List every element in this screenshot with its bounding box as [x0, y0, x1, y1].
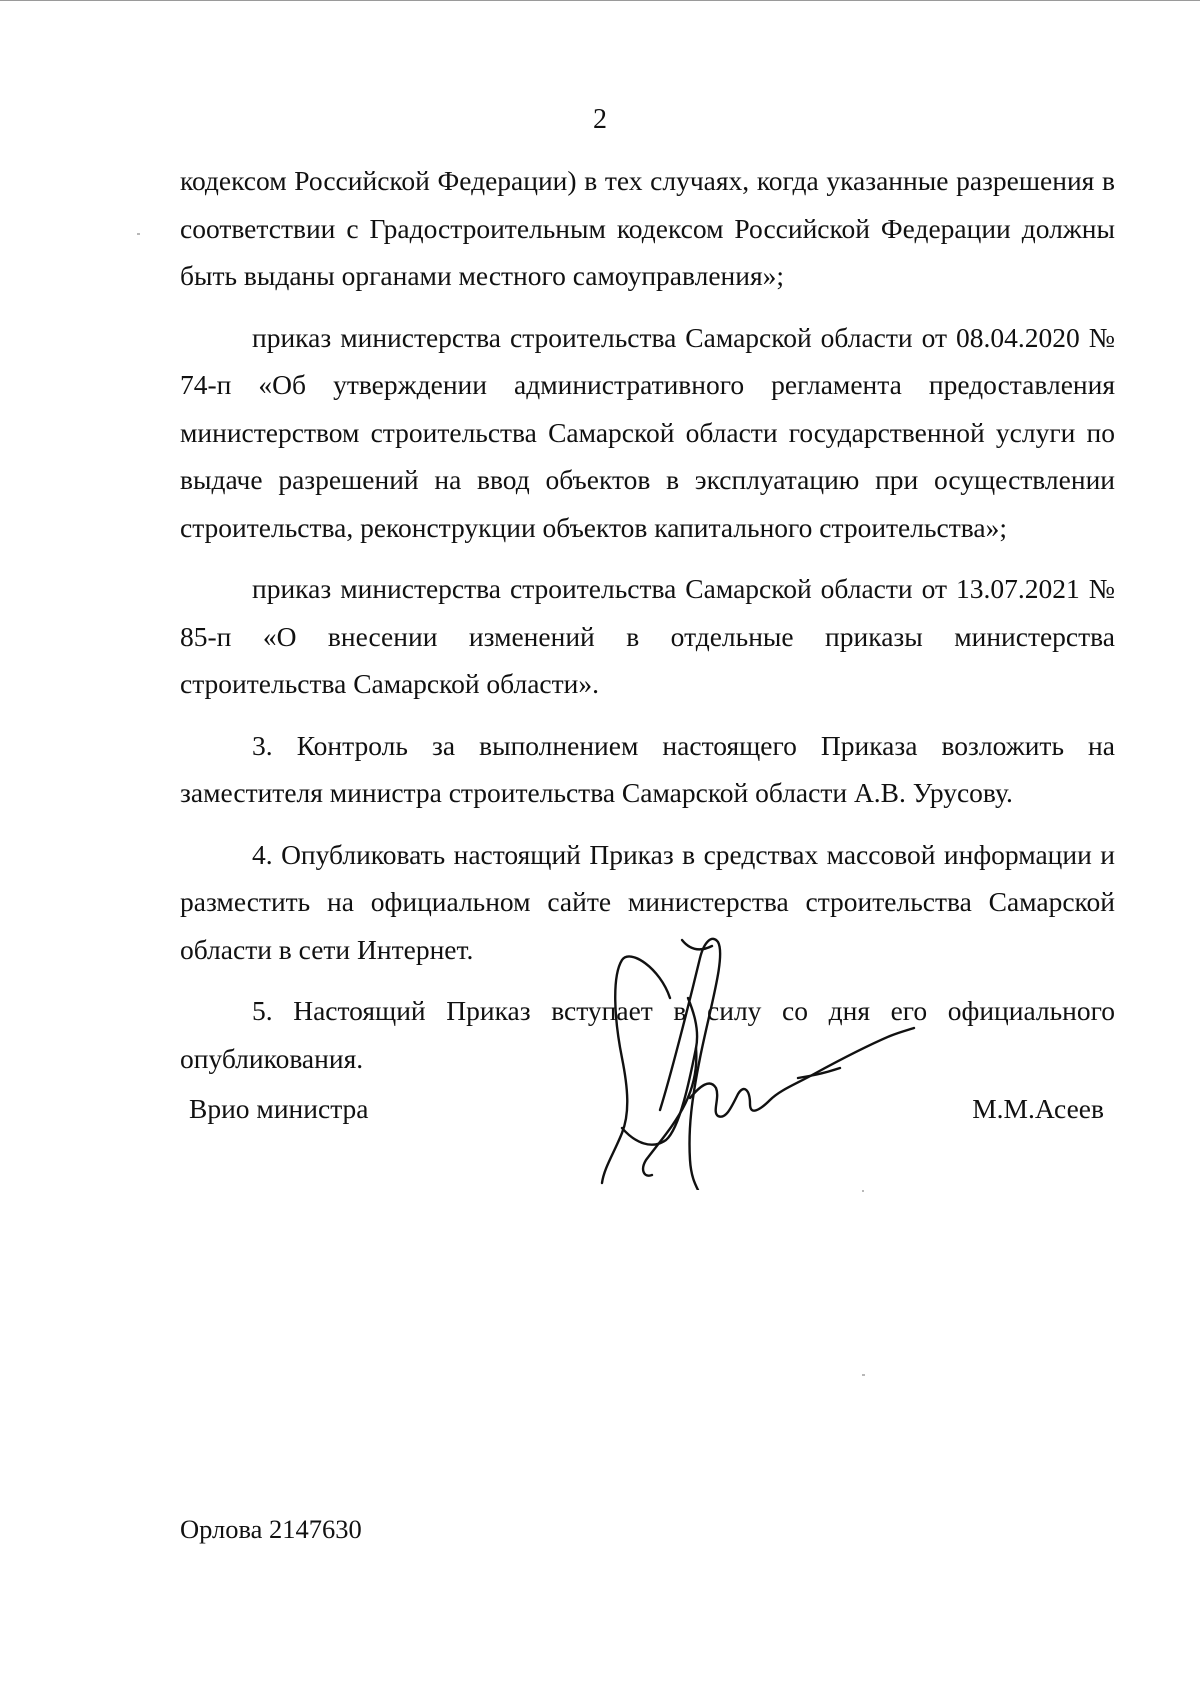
scan-top-edge: [0, 0, 1200, 1]
paragraph-item-3-control: 3. Контроль за выполнением настоящего Приказа возложить на заместителя министра строительства Самарской области А.В. Урусову.: [180, 729, 1115, 808]
signer-position: Врио министра: [189, 1093, 369, 1124]
signature-block: [0, 1093, 1200, 1133]
executor-note: Орлова 2147630: [180, 1514, 362, 1544]
scan-speck: [862, 1374, 865, 1376]
paragraph-continuation: кодексом Российской Федерации) в тех случаях, когда указанные разрешения в соответствии с Градостроительным кодексом Российской Федерации должны быть выданы органами местного самоуправления»;: [180, 165, 1115, 291]
paragraph-item-5-effect: 5. Настоящий Приказ вступает в силу со дня его официального опубликования.: [180, 995, 1115, 1074]
scan-speck: [137, 233, 140, 235]
paragraph-order-85p: приказ министерства строительства Самарской области от 13.07.2021 № 85-п «О внесении изменений в отдельные приказы министерства строительства Самарской области».: [180, 573, 1115, 699]
signer-name: М.М.Асеев: [972, 1093, 1104, 1124]
paragraph-item-4-publish: 4. Опубликовать настоящий Приказ в средствах массовой информации и разместить на официальном сайте министерства строительства Самарской области в сети Интернет.: [180, 838, 1115, 965]
scan-speck: [862, 1190, 864, 1192]
page-number: 2: [593, 104, 607, 135]
handwritten-signature: [600, 928, 920, 1190]
paragraph-order-74p: приказ министерства строительства Самарской области от 08.04.2020 № 74-п «Об утверждении административного регламента предоставления министерством строительства Самарской области государственной услуги по выдаче разрешений на ввод объектов в эксплуатацию при осуществлении строительства, реконструкции объектов капитального строительства»;: [180, 321, 1115, 543]
